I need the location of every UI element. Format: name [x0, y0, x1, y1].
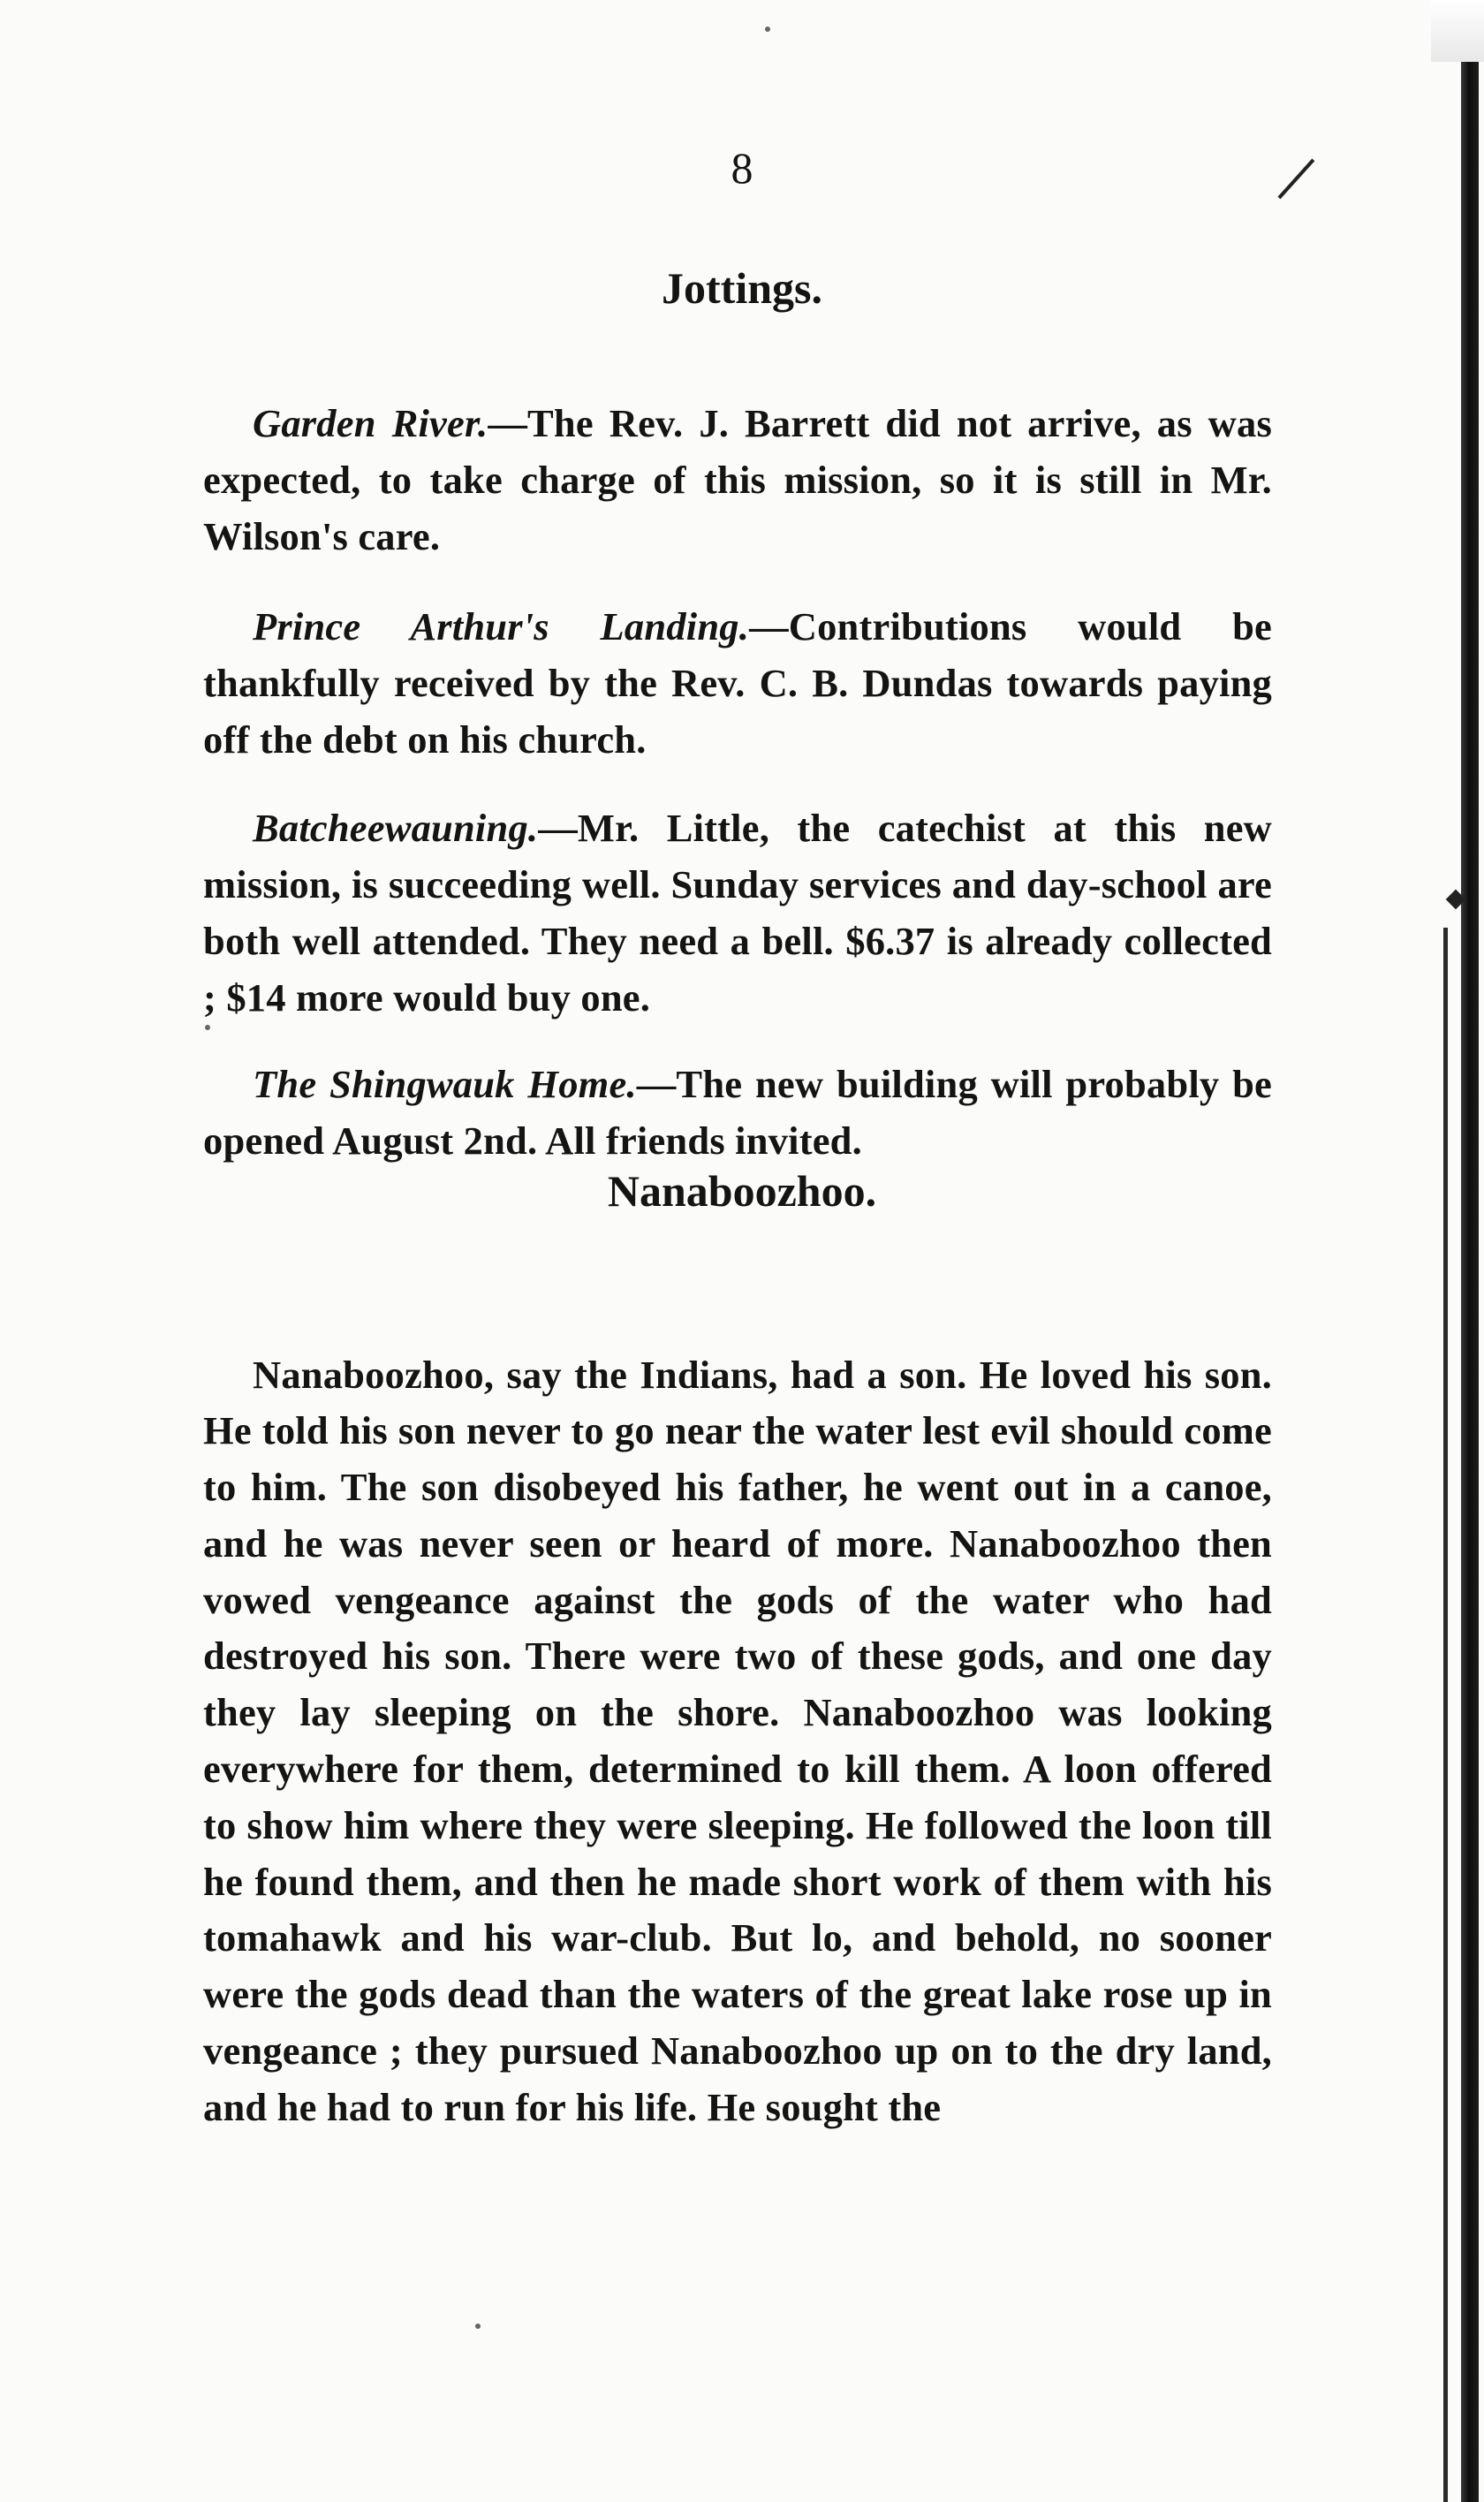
jotting-text: —The new building will probably be opened August 2nd. All friends invited. [203, 1061, 1272, 1163]
jotting-text: —Mr. Little, the catechist at this new mission, is succeeding well. Sunday services and day-school are both well attended. They need a bell. $6.37 is already collected ; $14 more would buy one. [203, 805, 1272, 1020]
jotting-place: Garden River. [253, 400, 488, 445]
jotting-entry [203, 395, 1272, 565]
jotting-entry [203, 1056, 1272, 1169]
jotting-entry [203, 800, 1272, 1026]
jotting-place: Batcheewauning. [253, 805, 539, 850]
scan-speck [205, 1025, 210, 1030]
scan-speck [475, 2324, 481, 2329]
jotting-place: Prince Arthur's Landing. [253, 603, 750, 648]
jottings-heading: Jottings. [662, 263, 822, 313]
page-number: 8 [731, 143, 753, 193]
jotting-place: The Shingwauk Home. [253, 1061, 637, 1106]
page-binding-edge [1461, 62, 1479, 2502]
page-corner-shadow [1431, 0, 1484, 62]
scan-speck [765, 27, 770, 32]
jotting-entry [203, 598, 1272, 768]
story-paragraph: Nanaboozhoo, say the Indians, had a son. He loved his son. He told his son never to go near the water lest evil should come to him. The son disobeyed his father, he went out in a canoe, and he was never seen or heard of more. Nanaboozhoo then vowed vengeance against the gods of the water who had destroyed his son. There were two of these gods, and one day they lay sleeping on the shore. Nanaboozhoo was looking everywhere for them, determined to kill them. A loon offered to show him where they were sleeping. He followed the loon till he found them, and then he made short work of them with his tomahawk and his war-club. But lo, and behold, no sooner were the gods dead than the waters of the great lake rose up in vengeance ; they pursued Nanaboozhoo up on to the dry land, and he had to run for his life. He sought the [203, 1352, 1272, 2129]
jotting-text: —The Rev. J. Barrett did not arrive, as was expected, to take charge of this mission, so it is still in Mr. Wilson's care. [203, 400, 1272, 558]
story-heading: Nanaboozhoo. [607, 1166, 877, 1216]
jotting-text: —Contributions would be thankfully received by the Rev. C. B. Dundas towards paying off the debt on his church. [203, 603, 1272, 762]
